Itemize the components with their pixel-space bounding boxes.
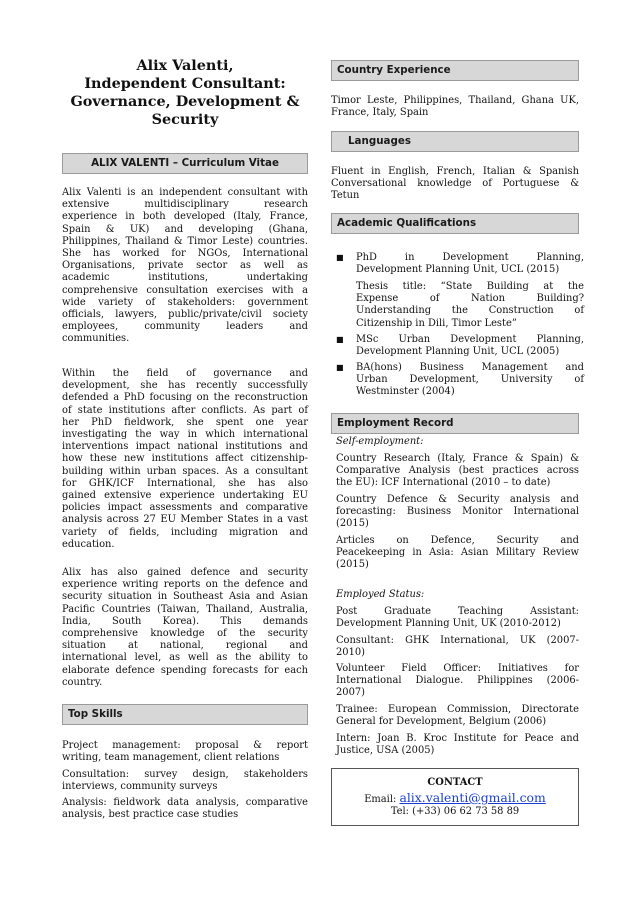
text-line: Articles on Defence, Security and [336,535,579,546]
text-line: Justice, USA (2005) [336,745,435,757]
text-line: Country Defence & Security analysis and [336,494,579,505]
text-line: interviews, community surveys [62,781,218,793]
text-line: gained extensive experience undertaking EU [62,490,308,502]
title-line: Governance, Development & [70,93,300,110]
text-line: International Dialogue. Philippines (2006- [336,675,579,687]
text-line: education. [62,538,115,550]
text-line: Volunteer Field Officer: Initiatives for [336,663,579,674]
text-line: Project management: proposal & report [62,740,308,751]
text-line: Consultant: GHK International, UK (2007- [336,635,579,646]
employed-job [336,606,579,630]
text-line: her PhD fieldwork, she spent one year [62,416,308,428]
title-line: Independent Consultant: [84,75,286,92]
academic-heading: Academic Qualifications [331,213,579,234]
text-line: Organisations, private sector as well as [62,260,308,272]
text-line: defended a PhD focusing on the reconstruction [62,392,308,404]
text-line: comprehensive consultation exercises with a [62,284,308,296]
bullet-icon: ■ [336,363,344,372]
defence-paragraph [62,567,308,689]
text-line: Development Planning Unit, UCL (2015) [356,264,560,276]
text-line: situation at national, regional and [62,640,308,652]
text-line: Post Graduate Teaching Assistant: [336,606,579,617]
text-line: analysis, best practice case studies [62,809,239,821]
text-line: Intern: Joan B. Kroc Institute for Peace and [336,733,579,744]
skill-item [62,797,308,821]
text-line: Alix Valenti is an independent consultant with [62,187,308,198]
text-line: Development Planning Unit, UCL (2005) [356,346,560,358]
text-line: Consultation: survey design, stakeholders [62,769,308,780]
text-line: elaborate defence spending forecasts for each [62,664,308,676]
text-line: comprehensive knowledge of the security [62,628,308,640]
title-line: Security [151,111,219,128]
employed-job [336,733,579,757]
text-line: employees, community leaders and [62,321,308,333]
self-job [336,453,579,490]
languages-heading: Languages [331,131,579,152]
country-list [331,95,579,119]
bullet-icon: ■ [336,253,344,262]
contact-email-row [332,790,578,805]
text-line: Analysis: fieldwork data analysis, comparative [62,797,308,808]
candidate-title [62,57,308,129]
text-line: Conversational knowledge of Portuguese & [331,178,579,190]
text-line: international level, as well as the ability to [62,652,308,664]
cv-heading-bar: ALIX VALENTI – Curriculum Vitae [62,153,308,174]
text-line: 2007) [336,687,365,699]
skill-item [62,769,308,793]
text-line: the EU): ICF International (2010 – to date) [336,477,551,489]
text-line: (2015) [336,559,369,571]
languages-list [331,166,579,203]
text-line: communities. [62,333,130,345]
text-line: how these new institutions affect citizenship- [62,453,308,465]
bullet-text [356,362,584,399]
self-job [336,494,579,531]
bullet-text [356,252,584,276]
self-employment-label [336,436,579,448]
text-line: of state institutions after conflicts. As part of [62,404,308,416]
text-line: for GHK/ICF International, she has also [62,477,308,489]
text-line: Spain & UK) and developing (Ghana, [62,223,308,235]
self-job [336,535,579,572]
text-line: Citizenship in Dili, Timor Leste” [356,317,517,329]
skill-item [62,740,308,764]
text-line: academic institutions, undertaking [62,272,308,284]
text-line: variety of fields, including migration and [62,526,308,538]
text-line: interventions impact national institutions and [62,441,308,453]
text-line: Understanding the Construction of [356,305,584,317]
text-line: experience in both developed (Italy, France, [62,211,308,223]
email-link[interactable]: alix.valenti@gmail.com [399,790,546,805]
label-text: Self-employment: [336,436,424,447]
text-line: Philippines, Thailand & Timor Leste) countries. [62,235,308,247]
text-line: PhD in Development Planning, [356,252,584,263]
text-line: policies impact assessments and comparative [62,502,308,514]
text-line: 2010) [336,647,365,659]
text-line: Trainee: European Commission, Directorate [336,704,579,715]
employed-status-label [336,589,579,601]
text-line: Comparative Analysis (best practices across [336,465,579,477]
email-label: Email: [364,794,400,805]
bullet-text [356,334,584,358]
text-line: wide variety of stakeholders: government [62,296,308,308]
employed-job [336,704,579,728]
intro-paragraph [62,187,308,346]
employed-job [336,635,579,659]
text-line: Country Research (Italy, France & Spain) & [336,453,579,464]
text-line: Fluent in English, French, Italian & Spanish [331,166,579,177]
employed-job [336,663,579,700]
bullet-icon: ■ [336,335,344,344]
contact-title: CONTACT [427,777,483,788]
text-line: country. [62,676,103,688]
text-line: India, South Korea). This demands [62,615,308,627]
text-line: extensive multidisciplinary research [62,199,308,211]
text-line: analysis across 27 EU Member States in a vast [62,514,308,526]
label-text: Employed Status: [336,589,425,600]
text-line: Expense of Nation Building? [356,293,584,305]
country-experience-heading: Country Experience [331,60,579,81]
text-line: Peacekeeping in Asia: Asian Military Review [336,547,579,559]
text-line: Within the field of governance and [62,368,308,379]
text-line: building within urban spaces. As a consultant [62,465,308,477]
text-line: Alix has also gained defence and security [62,567,308,578]
governance-paragraph [62,368,308,551]
top-skills-heading: Top Skills [62,704,308,725]
text-line: writing, team management, client relations [62,752,280,764]
text-line: forecasting: Business Monitor International [336,506,579,518]
text-line: Westminster (2004) [356,386,455,398]
employment-heading: Employment Record [331,413,579,434]
text-line: experience writing reports on the defence and [62,579,308,591]
text-line: MSc Urban Development Planning, [356,334,584,345]
bullet-text [356,281,584,330]
text-line: Pacific Countries (Taiwan, Thailand, Australia, [62,603,308,615]
text-line: Timor Leste, Philippines, Thailand, Ghana UK, [331,95,579,106]
contact-phone: Tel: (+33) 06 62 73 58 89 [390,806,520,817]
text-line: investigating the way in which international [62,429,308,441]
text-line: France, Italy, Spain [331,107,429,119]
text-line: Urban Development, University of [356,374,584,386]
text-line: (2015) [336,518,369,530]
text-line: Development Planning Unit, UK (2010-2012) [336,618,561,630]
text-line: officials, lawyers, public/private/civil society [62,309,308,321]
text-line: BA(hons) Business Management and [356,362,584,373]
text-line: Tetun [331,190,360,202]
text-line: General for Development, Belgium (2006) [336,716,547,728]
text-line: Thesis title: “State Building at the [356,281,584,292]
contact-box [331,768,579,826]
text-line: development, she has recently successfully [62,380,308,392]
text-line: She has worked for NGOs, International [62,248,308,260]
title-line: Alix Valenti, [136,57,234,74]
text-line: security situation in Southeast Asia and Asian [62,591,308,603]
